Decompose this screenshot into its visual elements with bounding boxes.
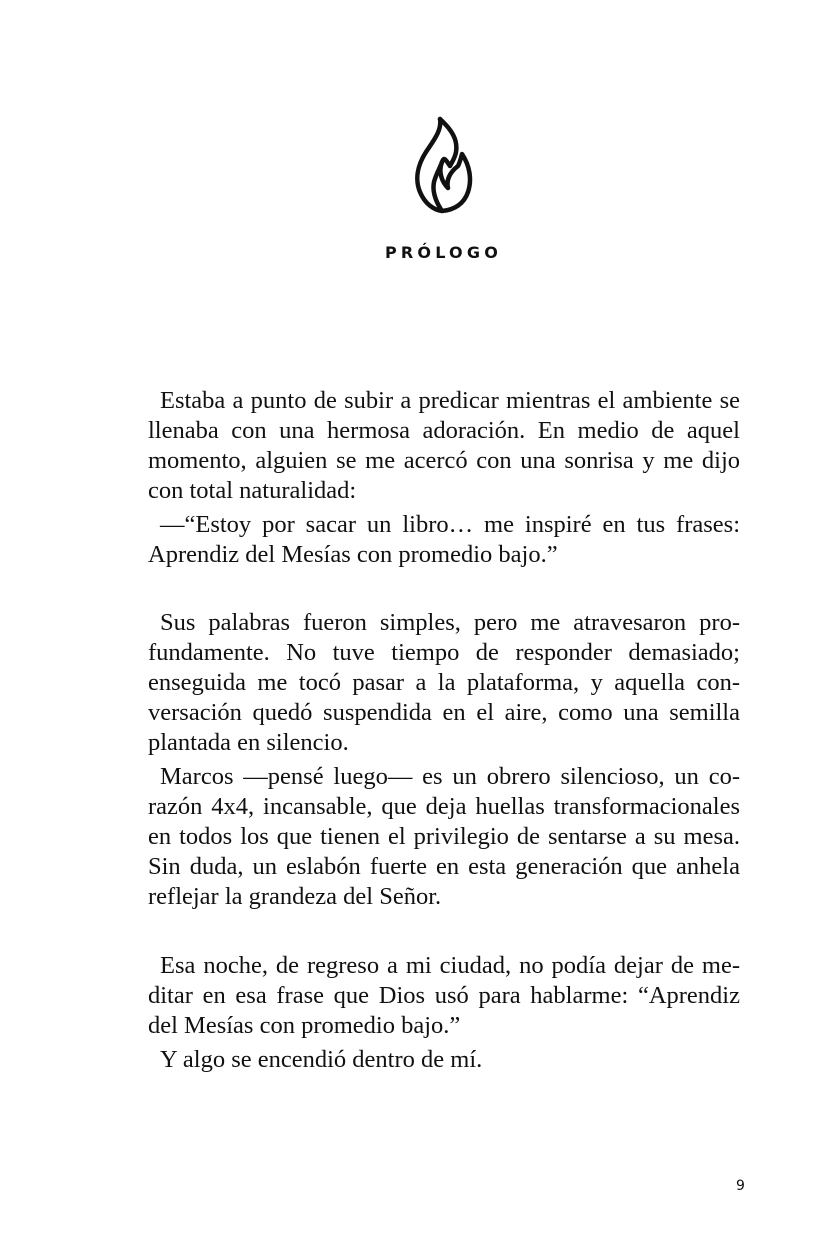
text-section-1 bbox=[148, 386, 740, 570]
flame-icon bbox=[412, 116, 474, 214]
paragraph: Sus palabras fueron simples, pero me atravesaron profundamente. No tuve tiempo de responder demasiado; enseguida me tocó pasar a la plataforma, y aquella conversación quedó suspendida en el aire, como una semilla plantada en silencio. bbox=[148, 609, 740, 756]
chapter-title: PRÓLOGO bbox=[384, 243, 502, 262]
text-section-3 bbox=[148, 951, 740, 1075]
paragraph-closing: Y algo se encendió dentro de mí. bbox=[160, 1046, 483, 1073]
paragraph: Esa noche, de regreso a mi ciudad, no podía dejar de meditar en esa frase que Dios usó para hablarme: “Aprendiz del Mesías con promedio bajo.” bbox=[148, 952, 740, 1039]
text-section-2 bbox=[148, 608, 740, 912]
page-number: 9 bbox=[736, 1178, 745, 1194]
paragraph-quote: —“Estoy por sacar un libro… me inspiré en tus frases: Aprendiz del Mesías con promedio bajo.” bbox=[148, 511, 740, 568]
paragraph: Marcos —pensé luego— es un obrero silencioso, un corazón 4x4, incansable, que deja huellas transformacionales en todos los que tienen el privilegio de sentarse a su mesa. Sin duda, un eslabón fuerte en esta generación que anhela reflejar la grandeza del Señor. bbox=[148, 763, 740, 910]
paragraph: Estaba a punto de subir a predicar mientras el ambiente se llenaba con una hermosa adoración. En medio de aquel momento, alguien se me acercó con una sonrisa y me dijo con total naturalidad: bbox=[148, 387, 740, 504]
